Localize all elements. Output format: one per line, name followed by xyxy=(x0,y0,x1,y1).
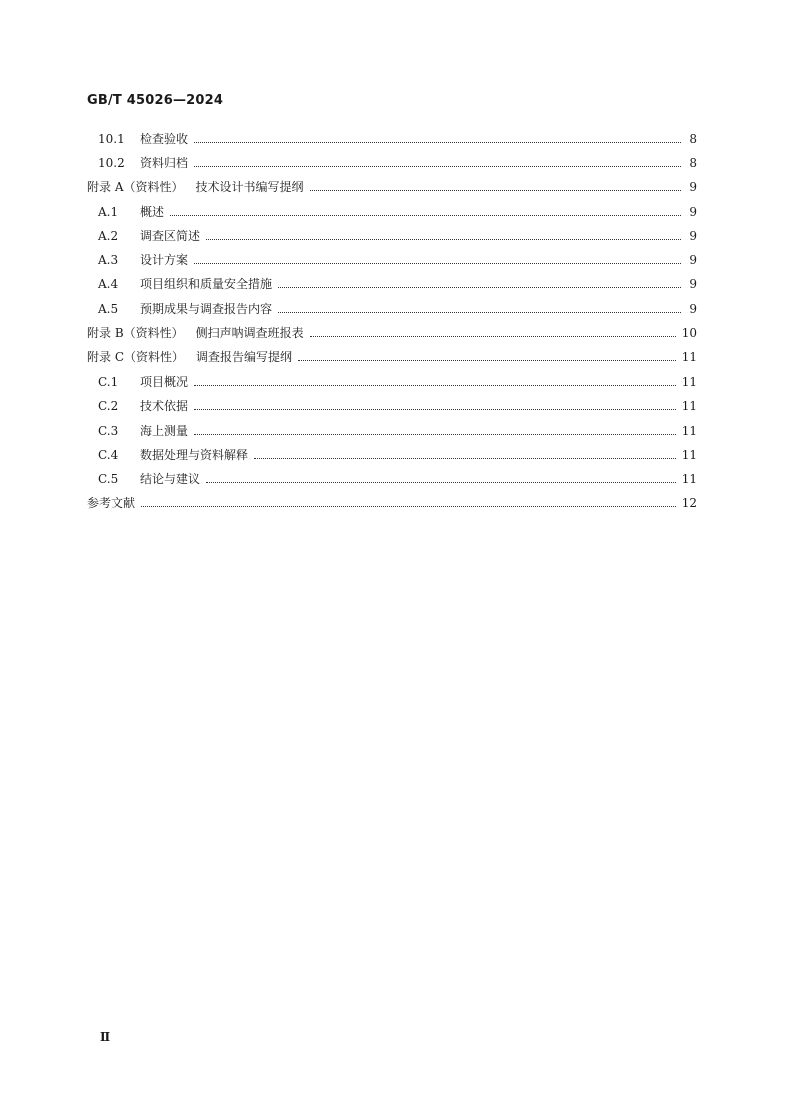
toc-entry-appendix-c[interactable] xyxy=(87,345,697,369)
toc-entry-page: 11 xyxy=(681,375,697,389)
dot-leader xyxy=(194,408,676,410)
toc-entry-number: C.1 xyxy=(98,375,119,389)
toc-entry-title: 参考文献 xyxy=(87,496,136,510)
toc-entry-page: 9 xyxy=(689,180,697,194)
toc-entry-c-4[interactable] xyxy=(98,443,697,467)
toc-entry-c-5[interactable] xyxy=(98,467,697,491)
standard-code-header: GB/T 45026—2024 xyxy=(87,93,224,108)
toc-entry-title: 侧扫声呐调查班报表 xyxy=(195,326,304,340)
dot-leader xyxy=(194,433,676,435)
toc-entry-number: 附录 B（资料性） xyxy=(87,326,184,340)
toc-entry-number: C.3 xyxy=(98,424,119,438)
toc-entry-title: 项目概况 xyxy=(140,375,189,389)
toc-entry-appendix-b[interactable] xyxy=(87,321,697,345)
toc-entry-number: C.5 xyxy=(98,472,119,486)
toc-entry-page: 8 xyxy=(689,132,697,146)
dot-leader xyxy=(194,165,681,167)
toc-entry-title: 调查报告编写提纲 xyxy=(196,350,293,364)
toc-entry-title: 技术依据 xyxy=(140,399,189,413)
toc-entry-number: A.4 xyxy=(98,277,119,291)
toc-entry-number: 10.2 xyxy=(98,156,125,170)
toc-entry-number: A.3 xyxy=(98,253,119,267)
toc-entry-number: 附录 A（资料性） xyxy=(87,180,184,194)
toc-entry-number: C.4 xyxy=(98,448,119,462)
toc-entry-a-2[interactable] xyxy=(98,224,697,248)
toc-entry-title: 概述 xyxy=(140,205,165,219)
toc-entry-title: 技术设计书编写提纲 xyxy=(195,180,304,194)
toc-entry-a-5[interactable] xyxy=(98,297,697,321)
toc-entry-title: 项目组织和质量安全措施 xyxy=(140,277,273,291)
toc-entry-title: 预期成果与调查报告内容 xyxy=(140,302,273,316)
toc-entry-page: 12 xyxy=(681,496,697,510)
toc-entry-page: 9 xyxy=(689,302,697,316)
toc-entry-page: 11 xyxy=(681,448,697,462)
toc-entry-title: 结论与建议 xyxy=(140,472,201,486)
toc-entry-page: 9 xyxy=(689,277,697,291)
dot-leader xyxy=(170,214,681,216)
toc-entry-title: 检查验收 xyxy=(140,132,189,146)
toc-entry-number: A.2 xyxy=(98,229,119,243)
toc-entry-c-1[interactable] xyxy=(98,370,697,394)
toc-entry-page: 11 xyxy=(681,424,697,438)
toc-entry-c-2[interactable] xyxy=(98,394,697,418)
toc-entry-title: 海上测量 xyxy=(140,424,189,438)
dot-leader xyxy=(254,457,676,459)
dot-leader xyxy=(206,481,676,483)
toc-entry-page: 11 xyxy=(681,350,697,364)
toc-entry-number: C.2 xyxy=(98,399,119,413)
dot-leader xyxy=(278,286,681,288)
toc-entry-10-2[interactable] xyxy=(98,151,697,175)
toc-entry-number: A.5 xyxy=(98,302,119,316)
dot-leader xyxy=(206,238,681,240)
toc-entry-appendix-a[interactable] xyxy=(87,175,697,199)
toc-entry-page: 11 xyxy=(681,399,697,413)
toc-entry-references[interactable] xyxy=(87,491,697,515)
toc-entry-page: 9 xyxy=(689,253,697,267)
dot-leader xyxy=(194,262,681,264)
toc-entry-title: 设计方案 xyxy=(140,253,189,267)
page-number-footer: Ⅱ xyxy=(100,1030,111,1044)
toc-entry-number: 附录 C（资料性） xyxy=(87,350,184,364)
toc-entry-a-1[interactable] xyxy=(98,200,697,224)
dot-leader xyxy=(310,335,676,337)
dot-leader xyxy=(194,384,676,386)
toc-entry-page: 10 xyxy=(681,326,697,340)
dot-leader xyxy=(278,311,681,313)
toc-entry-page: 9 xyxy=(689,229,697,243)
toc-entry-10-1[interactable] xyxy=(98,127,697,151)
toc-entry-page: 9 xyxy=(689,205,697,219)
dot-leader xyxy=(310,189,682,191)
toc-entry-c-3[interactable] xyxy=(98,419,697,443)
toc-entry-title: 调查区简述 xyxy=(140,229,201,243)
toc-entry-a-3[interactable] xyxy=(98,248,697,272)
toc-entry-number: 10.1 xyxy=(98,132,125,146)
toc-entry-a-4[interactable] xyxy=(98,272,697,296)
dot-leader xyxy=(141,505,676,507)
toc-entry-number: A.1 xyxy=(98,205,119,219)
toc-entry-title: 资料归档 xyxy=(140,156,189,170)
toc-entry-page: 8 xyxy=(689,156,697,170)
dot-leader xyxy=(298,359,676,361)
toc-entry-page: 11 xyxy=(681,472,697,486)
dot-leader xyxy=(194,141,681,143)
toc-entry-title: 数据处理与资料解释 xyxy=(140,448,249,462)
